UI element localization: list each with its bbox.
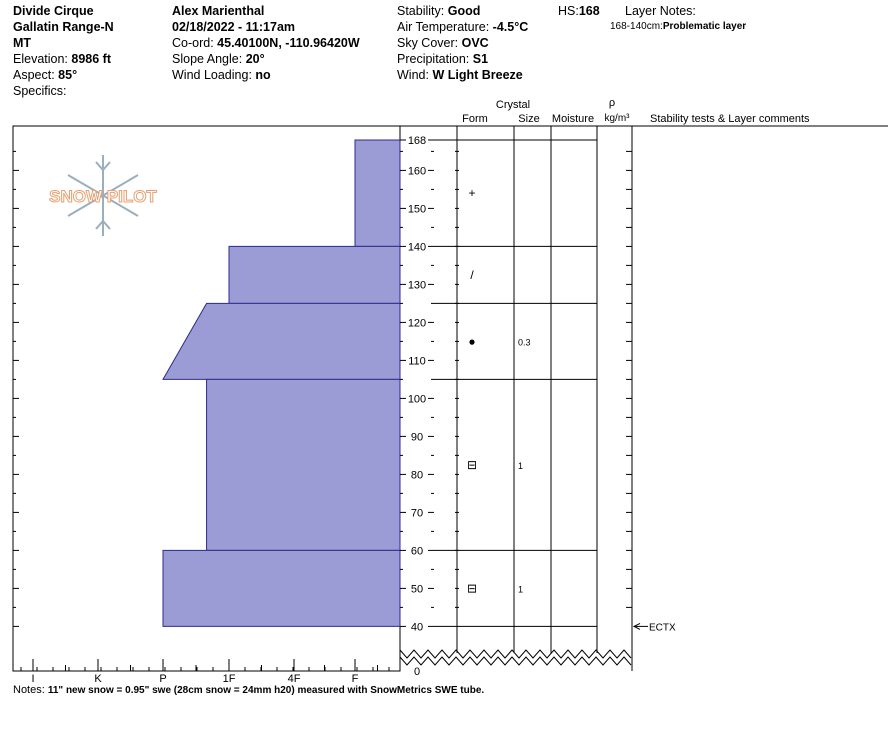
- precipitation-label: Precipitation:: [397, 52, 470, 66]
- axis-break: [400, 650, 631, 665]
- grain-size-3: 0.3: [518, 337, 531, 348]
- grain-form-4: ⊟: [466, 457, 478, 472]
- slope-value: 20°: [245, 52, 265, 66]
- hardness-layer-5: [163, 550, 400, 626]
- header-location-block: [13, 3, 114, 99]
- depth-label-60: 60: [410, 545, 424, 558]
- layer-note-range: 168-140cm:: [610, 21, 663, 32]
- depth-label-130: 130: [407, 279, 427, 292]
- hardness-layer-3: [163, 303, 400, 379]
- notes-text: 11" new snow = 0.95" swe (28cm snow = 24mm h20) measured with SnowMetrics SWE tube.: [47, 685, 485, 696]
- sky-cover-value: OVC: [461, 36, 489, 50]
- elevation-value: 8986 ft: [71, 52, 111, 66]
- hardness-label-P: P: [159, 673, 167, 685]
- stability-test-label-1: ECTX: [649, 622, 676, 634]
- header-conditions-block: [397, 3, 528, 83]
- hardness-label-4F: 4F: [287, 673, 301, 685]
- depth-label-100: 100: [407, 393, 427, 406]
- hardness-profile: [163, 140, 400, 626]
- stability-test-marks: [634, 622, 676, 633]
- depth-label-150: 150: [407, 203, 427, 216]
- comments-header: Stability tests & Layer comments: [650, 113, 810, 125]
- precipitation-value: S1: [472, 52, 489, 66]
- density-symbol: ρ: [608, 97, 616, 109]
- grain-form-1: +: [468, 186, 476, 201]
- location-name: Divide Cirque: [13, 4, 94, 18]
- header-layer-notes-block: [625, 3, 696, 19]
- air-temp-label: Air Temperature:: [397, 20, 490, 34]
- air-temp-value: -4.5°C: [492, 20, 529, 34]
- coord-value: 45.40100N, -110.96420W: [217, 36, 360, 50]
- grain-table-frame: [400, 126, 888, 671]
- layer-note-text: Problematic layer: [662, 21, 747, 32]
- observer-name: Alex Marienthal: [172, 4, 265, 18]
- layer-boundaries: [434, 140, 632, 626]
- hardness-label-K: K: [94, 673, 102, 685]
- notes-label: Notes:: [13, 684, 45, 696]
- crystal-header: Crystal: [495, 99, 531, 111]
- specifics-label: Specifics:: [13, 84, 67, 98]
- stability-label: Stability:: [397, 4, 445, 18]
- depth-label-80: 80: [410, 469, 424, 482]
- notes: [13, 684, 484, 696]
- depth-label-110: 110: [408, 355, 426, 368]
- grain-form-3: ●: [468, 334, 476, 349]
- depth-label-168: 168: [407, 135, 427, 147]
- layer-notes-label: Layer Notes:: [625, 4, 696, 18]
- hardness-panel-frame: [13, 126, 400, 671]
- header-hs-block: [558, 3, 600, 19]
- form-header: Form: [462, 113, 488, 125]
- header-observer-block: [172, 3, 360, 83]
- hardness-label-I: I: [31, 673, 35, 685]
- grain-table-header: [462, 97, 810, 125]
- layer-note: [610, 21, 746, 32]
- stability-arrow-head: [634, 623, 640, 629]
- range-name: Gallatin Range-N: [13, 20, 114, 34]
- wind-label: Wind:: [397, 68, 429, 82]
- wind-loading-label: Wind Loading:: [172, 68, 252, 82]
- hardness-layer-4: [207, 379, 400, 550]
- hs-value: 168: [578, 4, 600, 18]
- grain-form-2: /: [470, 267, 474, 282]
- aspect-value: 85°: [58, 68, 78, 82]
- state-name: MT: [13, 36, 32, 50]
- hardness-layer-2: [229, 246, 400, 303]
- aspect-label: Aspect:: [13, 68, 55, 82]
- observation-datetime: 02/18/2022 - 11:17am: [172, 20, 296, 34]
- wind-loading-value: no: [255, 68, 271, 82]
- grain-observations: [467, 186, 531, 595]
- moisture-header: Moisture: [551, 113, 595, 125]
- sky-cover-label: Sky Cover:: [397, 36, 459, 50]
- stability-value: Good: [447, 4, 481, 18]
- depth-label-70: 70: [410, 507, 424, 520]
- grain-size-5: 1: [518, 584, 524, 595]
- density-unit: kg/m³: [604, 113, 630, 124]
- axis-break-line: [400, 650, 631, 658]
- left-depth-ticks: [13, 151, 19, 626]
- hardness-layer-1: [355, 140, 400, 246]
- depth-label-160: 160: [407, 165, 427, 178]
- axis-break-line: [400, 657, 631, 665]
- grain-size-4: 1: [518, 460, 524, 471]
- snowpilot-logo-text: SNOW PILOT: [49, 187, 157, 206]
- slope-label: Slope Angle:: [172, 52, 243, 66]
- grain-form-5: ⊟: [466, 581, 478, 596]
- depth-label-40: 40: [410, 621, 424, 634]
- wind-value: W Light Breeze: [432, 68, 523, 82]
- depth-label-0: 0: [413, 666, 421, 678]
- depth-label-50: 50: [410, 583, 424, 596]
- depth-label-140: 140: [407, 241, 427, 254]
- size-header: Size: [518, 113, 540, 125]
- hardness-label-1F: 1F: [222, 673, 236, 685]
- depth-axis: [400, 135, 434, 678]
- hs-label: HS:: [558, 4, 579, 18]
- depth-label-120: 120: [407, 317, 427, 330]
- depth-label-90: 90: [410, 431, 424, 444]
- snowpilot-logo: [49, 155, 157, 236]
- hardness-axis: [21, 659, 389, 685]
- elevation-label: Elevation:: [13, 52, 68, 66]
- hardness-label-F: F: [351, 673, 359, 685]
- coord-label: Co-ord:: [172, 36, 214, 50]
